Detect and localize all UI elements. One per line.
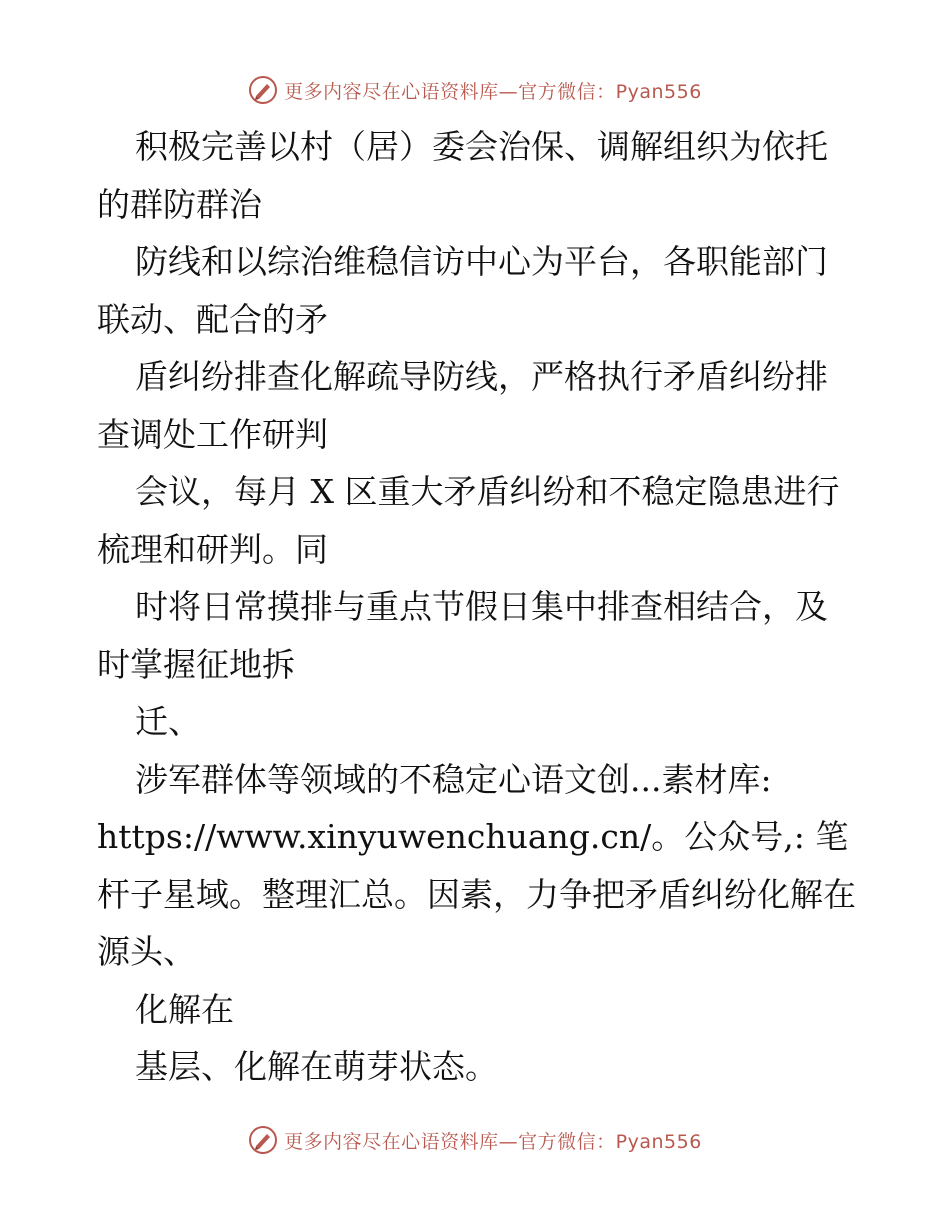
header-banner-text: 更多内容尽在心语资料库—官方微信：Pyan556 [284,80,702,103]
header-banner [0,70,950,110]
paragraph-line: 迁、 [135,702,201,741]
paragraph-line-url: https://www.xinyuwenchuang.cn/。公众号,: 笔杆子星域。整理汇总。因素，力争把矛盾纠纷化解在源头、 [97,817,856,971]
paragraph-line: 会议，每月 X 区重大矛盾纠纷和不稳定隐患进行梳理和研判。同 [97,472,840,569]
paragraph-line: 基层、化解在萌芽状态。 [135,1047,498,1086]
pen-logo-icon [248,75,278,105]
paragraph-line: 盾纠纷排查化解疏导防线，严格执行矛盾纠纷排查调处工作研判 [97,357,828,454]
pen-logo-icon [248,1125,278,1155]
paragraph-line: 防线和以综治维稳信访中心为平台，各职能部门联动、配合的矛 [97,242,828,339]
paragraph-line: 时将日常摸排与重点节假日集中排查相结合，及时掌握征地拆 [97,587,828,684]
document-body [97,118,857,1096]
paragraph-line: 化解在 [135,989,234,1029]
paragraph-line: 积极完善以村（居）委会治保、调解组织为依托的群防群治 [97,127,828,224]
footer-banner-text: 更多内容尽在心语资料库—官方微信：Pyan556 [284,1130,702,1153]
footer-banner [0,1120,950,1160]
paragraph-line: 涉军群体等领域的不稳定心语文创...素材库: [135,759,772,799]
